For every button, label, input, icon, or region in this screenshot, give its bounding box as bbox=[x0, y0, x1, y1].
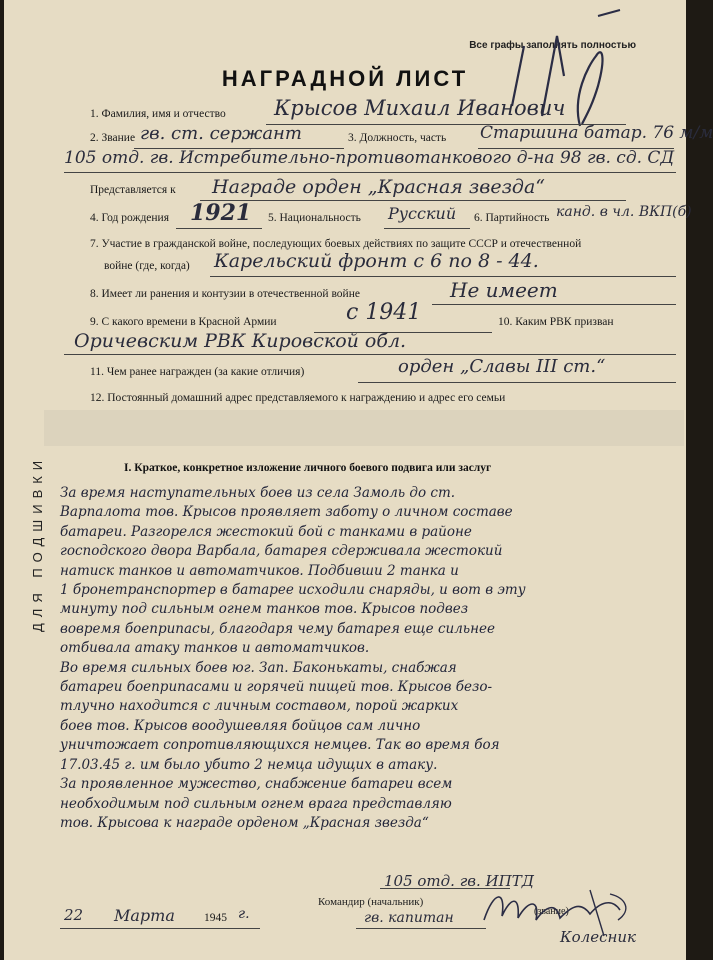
date-line bbox=[60, 928, 260, 929]
present-line bbox=[200, 200, 626, 201]
feat-line: батареи боеприпасами и горячей пищей тов. Крысов безо- bbox=[60, 679, 493, 696]
feat-line: 1 бронетранспортер в батарее исходили снаряды, и вот в эту bbox=[60, 582, 526, 599]
commander-unit: 105 отд. гв. ИПТД bbox=[384, 872, 534, 890]
field-5-label: 5. Национальность bbox=[268, 212, 361, 224]
rank-label: (звание) bbox=[534, 906, 569, 917]
field-4-value: 1921 bbox=[190, 200, 252, 226]
field-10-label: 10. Каким РВК призван bbox=[498, 316, 614, 328]
feat-line: тов. Крысова к награде орденом „Красная звезда“ bbox=[60, 814, 429, 831]
field-9-value: с 1941 bbox=[346, 300, 422, 325]
field-2-label: 2. Звание bbox=[90, 132, 136, 144]
field-7-value: Карельский фронт с 6 по 8 - 44. bbox=[214, 250, 539, 272]
field-11-value: орден „Славы III ст.“ bbox=[398, 356, 606, 377]
rank-line bbox=[356, 928, 486, 929]
redacted-address-area bbox=[44, 410, 684, 446]
field-11-label: 11. Чем ранее награжден (за какие отличия) bbox=[90, 366, 305, 378]
feat-line: тлучно находится с личным составом, порой жарких bbox=[60, 698, 459, 715]
feat-line: натиск танков и автоматчиков. Подбивши 2 танка и bbox=[60, 562, 459, 579]
signer-name: Колесник bbox=[560, 928, 636, 946]
field-9-label: 9. С какого времени в Красной Армии bbox=[90, 316, 277, 328]
field-4-line bbox=[176, 228, 262, 229]
document-title: НАГРАДНОЙ ЛИСТ bbox=[221, 66, 469, 91]
field-8-line bbox=[432, 304, 676, 305]
rank-value: гв. капитан bbox=[364, 910, 454, 926]
feat-heading: I. Краткое, конкретное изложение личного боевого подвига или заслуг bbox=[124, 462, 492, 474]
present-value: Награде орден „Красная звезда“ bbox=[212, 176, 546, 198]
feat-line: 17.03.45 г. им было убито 2 немца идущих в атаку. bbox=[60, 756, 438, 773]
feat-line: батареи. Разгорелся жестокий бой с танками в районе bbox=[60, 523, 472, 540]
field-1-label: 1. Фамилия, имя и отчество bbox=[90, 108, 226, 120]
feat-line: За проявленное мужество, снабжение батареи всем bbox=[60, 776, 453, 793]
field-7-label-cont: войне (где, когда) bbox=[104, 260, 190, 272]
field-3-value: Старшина батар. 76 м/м bbox=[480, 123, 713, 143]
field-5-line bbox=[384, 228, 470, 229]
commander-label: Командир (начальник) bbox=[318, 896, 424, 908]
field-1-value: Крысов Михаил Иванович bbox=[274, 96, 566, 120]
feat-text bbox=[60, 484, 680, 833]
field-5-value: Русский bbox=[388, 204, 457, 223]
field-8-label: 8. Имеет ли ранения и контузии в отечественной войне bbox=[90, 288, 360, 300]
fill-all-note: Все графы заполнять полностью bbox=[469, 40, 636, 51]
field-2-value: гв. ст. сержант bbox=[140, 123, 302, 144]
feat-line: За время наступательных боев из села Замоль до ст. bbox=[60, 485, 456, 501]
field-3-cont-line bbox=[64, 172, 676, 173]
field-3-continuation: 105 отд. гв. Истребительно-противотанкового д-на 98 гв. сд. СД bbox=[64, 148, 675, 168]
field-10-value: Оричевским РВК Кировской обл. bbox=[74, 330, 407, 352]
field-6-value: канд. в чл. ВКП(б) bbox=[556, 204, 692, 220]
present-label: Представляется к bbox=[90, 184, 176, 196]
field-11-line bbox=[358, 382, 676, 383]
feat-line: отбивала атаку танков и автоматчиков. bbox=[60, 640, 370, 657]
date-suffix: г. bbox=[238, 906, 250, 922]
feat-line: Варпалота тов. Крысов проявляет заботу о личном составе bbox=[60, 504, 513, 521]
feat-line: минуту под сильным огнем танков тов. Крысов подвез bbox=[60, 601, 469, 618]
award-sheet bbox=[4, 0, 713, 960]
field-3-label: 3. Должность, часть bbox=[348, 132, 447, 144]
field-12-label: 12. Постоянный домашний адрес представляемого к награждению и адрес его семьи bbox=[90, 392, 506, 404]
field-7-line bbox=[210, 276, 676, 277]
field-8-value: Не имеет bbox=[450, 278, 558, 302]
feat-line: вовремя боеприпасы, благодаря чему батарея еще сильнее bbox=[60, 620, 496, 637]
field-6-label: 6. Партийность bbox=[474, 212, 550, 224]
feat-line: уничтожает сопротивляющихся немцев. Так во время боя bbox=[60, 737, 500, 754]
field-7-label: 7. Участие в гражданской войне, последующих боевых действиях по защите СССР и отечественной bbox=[90, 238, 582, 250]
feat-line: боев тов. Крысов воодушевляя бойцов сам лично bbox=[60, 717, 421, 734]
field-4-label: 4. Год рождения bbox=[90, 212, 169, 224]
svg-text:ДЛЯ ПОДШИВКИ: ДЛЯ ПОДШИВКИ bbox=[30, 454, 45, 632]
date-month: Марта bbox=[114, 906, 175, 925]
feat-line: необходимым под сильным огнем врага представляю bbox=[60, 795, 452, 812]
date-day: 22 bbox=[64, 906, 84, 924]
feat-line: господского двора Варбала, батарея сдерживала жестокий bbox=[60, 543, 503, 560]
field-10-line bbox=[64, 354, 676, 355]
date-year: 1945 bbox=[204, 912, 227, 924]
feat-line: Во время сильных боев юг. Зап. Баконькаты, снабжая bbox=[60, 659, 457, 676]
commander-signature bbox=[480, 880, 640, 940]
